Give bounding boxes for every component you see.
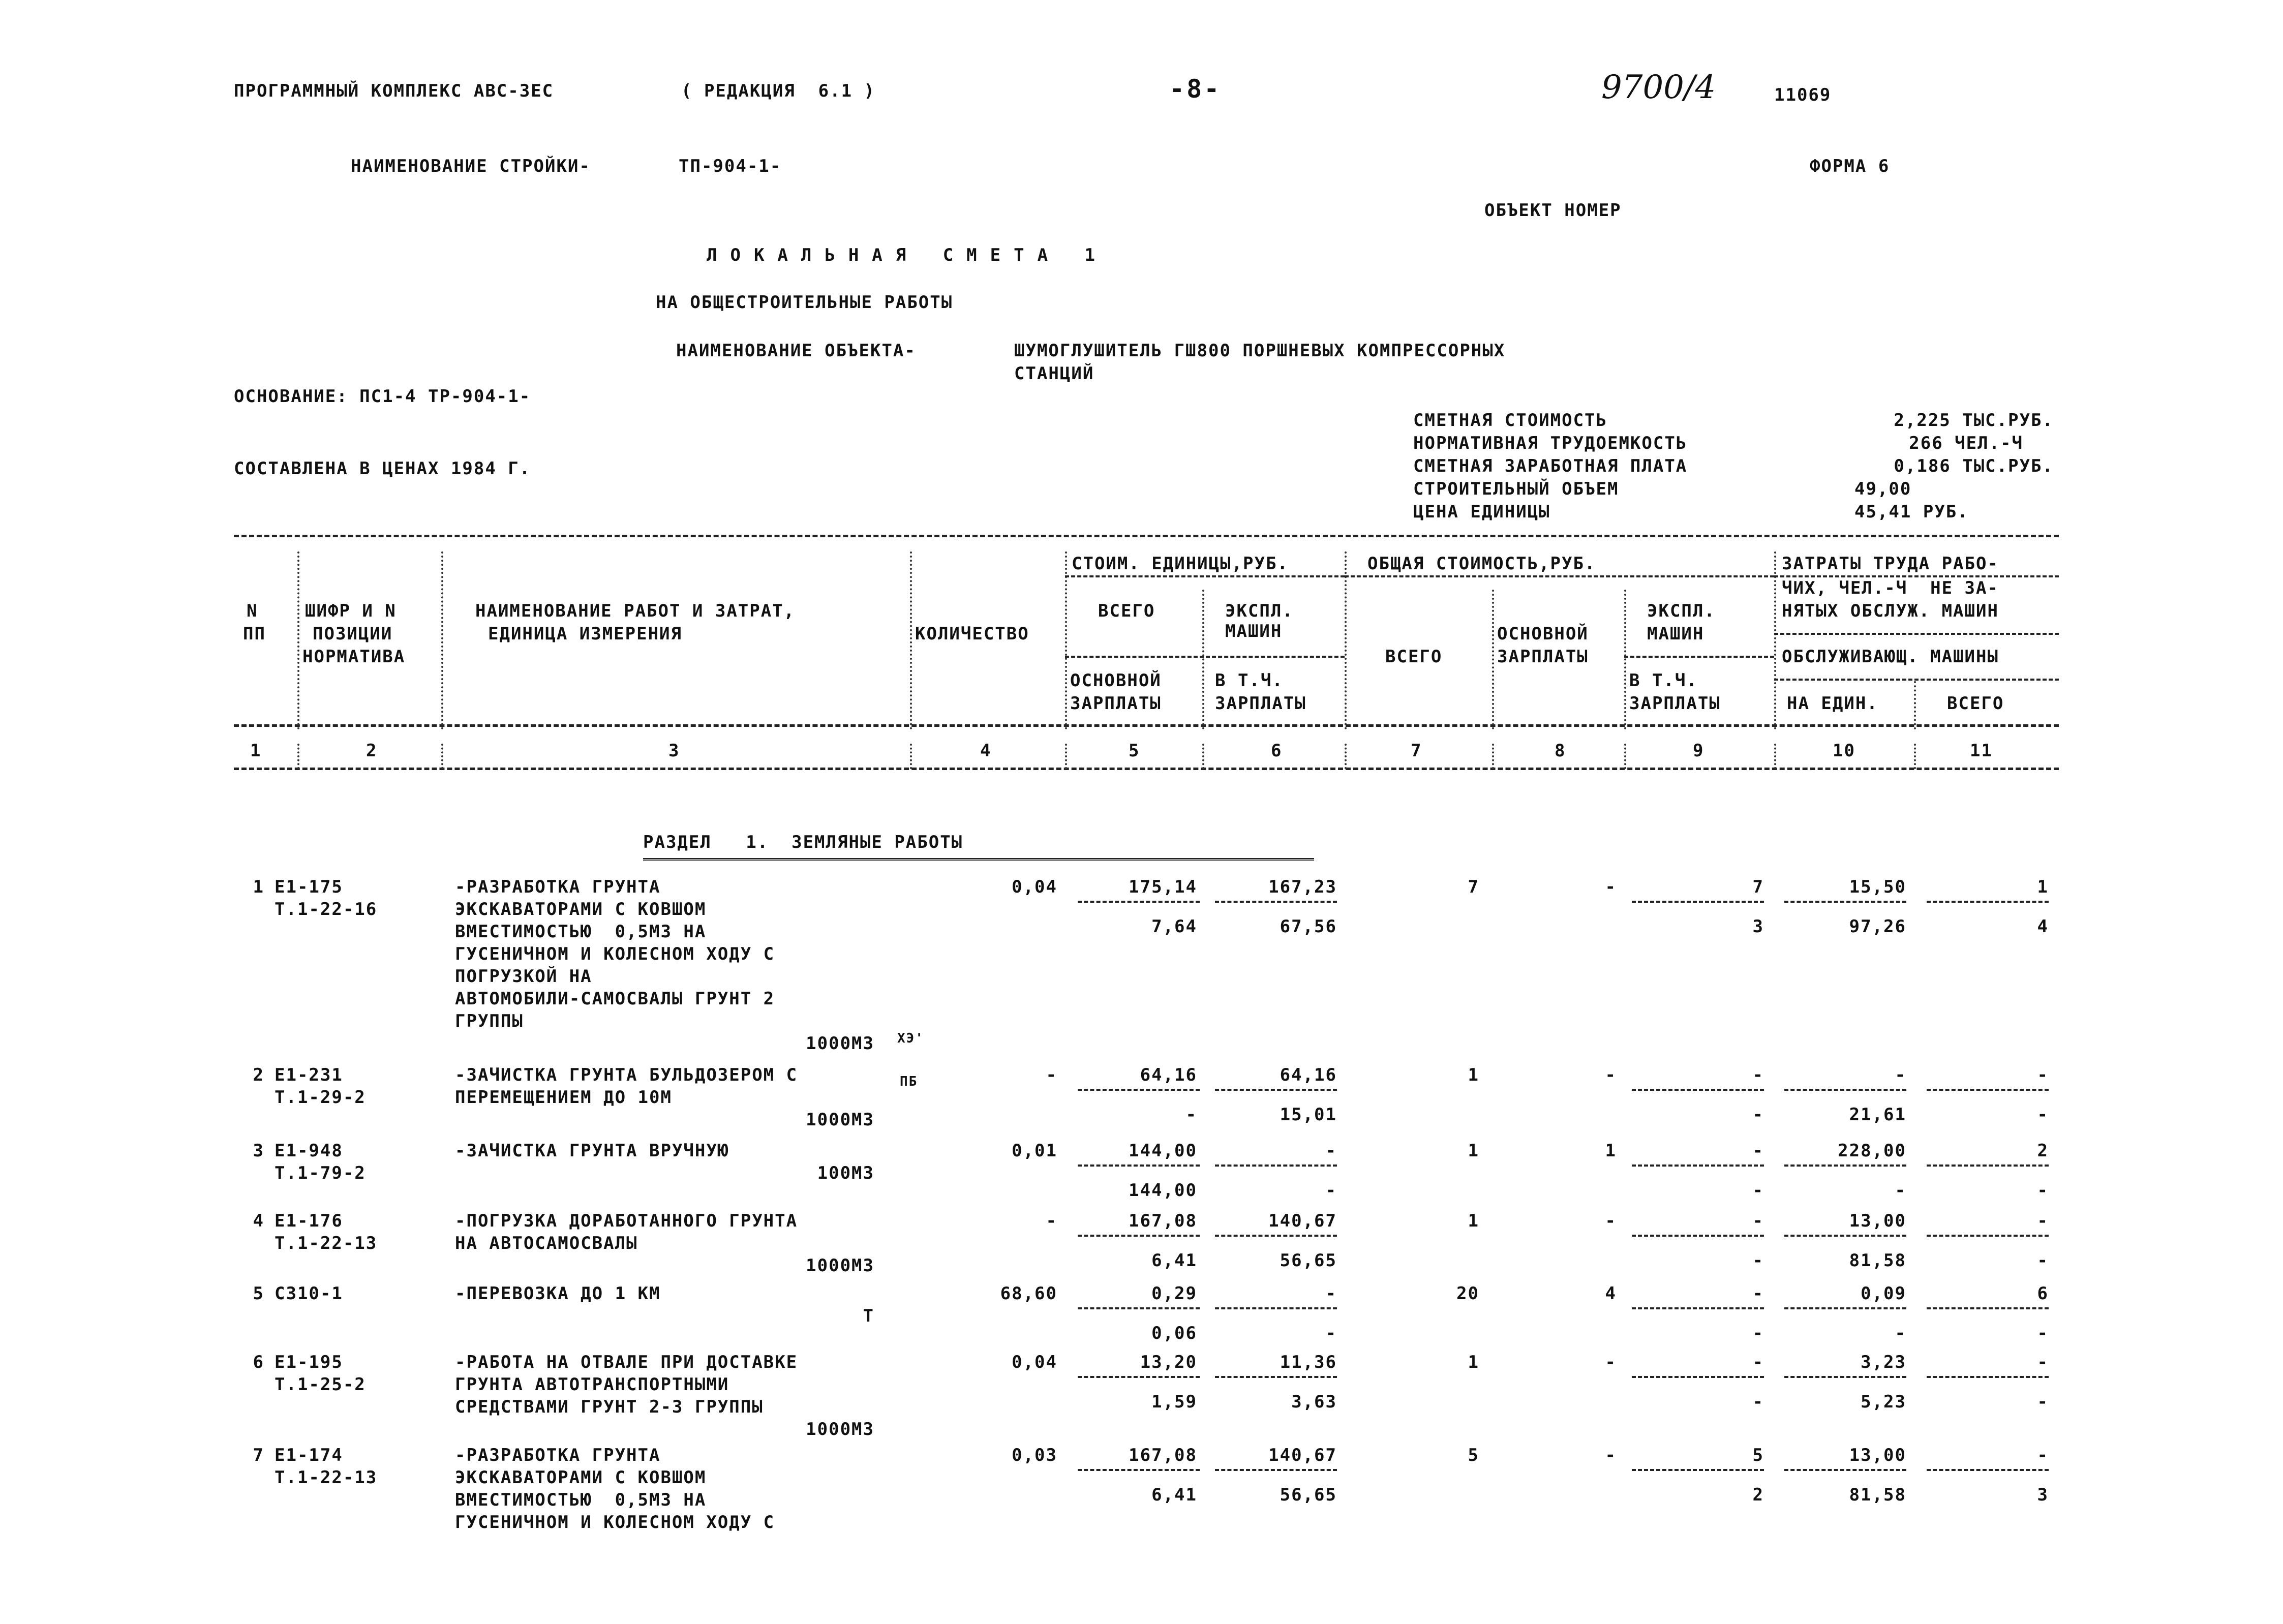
cell-rule	[1927, 1376, 2049, 1378]
summary-label: НОРМАТИВНАЯ ТРУДОЕМКОСТЬ	[1413, 433, 1688, 453]
row-total-machines: -	[1752, 1283, 1764, 1304]
row-total: 7	[1468, 877, 1479, 897]
header-col11: ВСЕГО	[1947, 693, 2004, 714]
cell-rule	[1632, 1376, 1764, 1378]
row-unit-cost-total: 175,14	[1129, 877, 1197, 897]
row-total-machine-wages: -	[1752, 1180, 1764, 1201]
document-code: 11069	[1774, 85, 1832, 105]
header-name: ЕДИНИЦА ИЗМЕРЕНИЯ	[488, 624, 682, 644]
row-name-line: ГУСЕНИЧНОМ И КОЛЕСНОМ ХОДУ С	[455, 1512, 775, 1533]
row-name-line: -ЗАЧИСТКА ГРУНТА ВРУЧНУЮ	[455, 1141, 729, 1161]
summary-value: 266 ЧЕЛ.-Ч	[1909, 433, 2023, 453]
header-col8: ЗАРПЛАТЫ	[1497, 647, 1589, 667]
header-subrule	[1774, 679, 2059, 681]
header-labor: ОБСЛУЖИВАЮЩ. МАШИНЫ	[1782, 647, 1999, 667]
row-unit-machine-wages: -	[1325, 1180, 1337, 1201]
row-labor-total: 6	[2037, 1283, 2049, 1304]
row-name-line: АВТОМОБИЛИ-САМОСВАЛЫ ГРУНТ 2	[455, 989, 775, 1009]
header-labor: НЯТЫХ ОБСЛУЖ. МАШИН	[1782, 601, 1999, 621]
column-divider	[910, 551, 912, 729]
sostavlena: СОСТАВЛЕНА В ЦЕНАХ 1984 Г.	[234, 458, 531, 479]
cell-rule	[1927, 1235, 2049, 1237]
column-divider	[1492, 590, 1494, 729]
row-unit-cost-machines: 11,36	[1280, 1352, 1337, 1372]
row-ref: Т.1-22-13	[275, 1467, 378, 1488]
header-subrule	[1065, 656, 1345, 658]
row-qty: 0,01	[1012, 1141, 1057, 1161]
row-name-line: НА АВТОСАМОСВАЛЫ	[455, 1233, 638, 1253]
header-quantity: КОЛИЧЕСТВО	[915, 624, 1029, 644]
row-unit-machine-wages: 56,65	[1280, 1485, 1337, 1505]
row-ref: Т.1-25-2	[275, 1374, 366, 1395]
cell-rule	[1927, 1469, 2049, 1471]
row-labor-unit-machines: 5,23	[1861, 1392, 1906, 1412]
object-label: НАИМЕНОВАНИЕ ОБЪЕКТА-	[676, 341, 916, 361]
header-col6: ЭКСПЛ.	[1225, 601, 1294, 621]
row-labor-unit: -	[1895, 1065, 1906, 1085]
row-ref: Т.1-22-13	[275, 1233, 378, 1253]
row-labor-total: -	[2037, 1065, 2049, 1085]
cell-rule	[1632, 901, 1764, 903]
column-divider	[297, 551, 299, 729]
cell-rule	[1927, 901, 2049, 903]
row-unit: 1000М3	[806, 1110, 874, 1130]
header-col10: НА ЕДИН.	[1787, 693, 1878, 714]
cell-rule	[1078, 1376, 1200, 1378]
row-labor-total-machines: -	[2037, 1392, 2049, 1412]
page-number: -8-	[1169, 74, 1222, 104]
program-name: ПРОГРАММНЫЙ КОМПЛЕКС АВС-ЗЕС	[234, 81, 554, 101]
column-divider	[441, 744, 443, 769]
header-labor: ЧИХ, ЧЕЛ.-Ч НЕ ЗА-	[1782, 578, 1999, 598]
cell-rule	[1078, 1235, 1200, 1237]
row-total: 5	[1468, 1445, 1479, 1465]
row-total-machine-wages: 2	[1752, 1485, 1764, 1505]
row-unit: 100М3	[817, 1163, 874, 1183]
cell-rule	[1927, 1307, 2049, 1309]
table-header-bottom-rule	[234, 724, 2059, 727]
row-qty: -	[1046, 1211, 1057, 1231]
header-col6: ЗАРПЛАТЫ	[1215, 693, 1306, 714]
row-labor-total: 2	[2037, 1141, 2049, 1161]
header-shifr: ПОЗИЦИИ	[313, 624, 393, 644]
cell-rule	[1215, 1307, 1337, 1309]
summary-label: СМЕТНАЯ ЗАРАБОТНАЯ ПЛАТА	[1413, 456, 1688, 476]
row-labor-unit: 13,00	[1849, 1211, 1906, 1231]
row-code: С310-1	[275, 1283, 343, 1304]
column-divider	[1774, 551, 1776, 729]
row-unit-machine-wages: -	[1325, 1323, 1337, 1343]
header-col9: В Т.Ч.	[1629, 670, 1698, 691]
row-unit-cost-total: 167,08	[1129, 1445, 1197, 1465]
header-shifr: ШИФР И N	[305, 601, 397, 621]
row-qty: 68,60	[1000, 1283, 1057, 1304]
row-labor-total-machines: -	[2037, 1250, 2049, 1271]
summary-label: СМЕТНАЯ СТОИМОСТЬ	[1413, 410, 1607, 431]
row-total-wages: 4	[1605, 1283, 1617, 1304]
row-unit-machine-wages: 15,01	[1280, 1105, 1337, 1125]
row-total-machines: -	[1752, 1352, 1764, 1372]
row-total-machines: 7	[1752, 877, 1764, 897]
row-unit-cost-total: 167,08	[1129, 1211, 1197, 1231]
row-labor-total: -	[2037, 1211, 2049, 1231]
column-divider	[1624, 744, 1626, 769]
header-labor: ЗАТРАТЫ ТРУДА РАБО-	[1782, 554, 1999, 574]
cell-rule	[1632, 1089, 1764, 1091]
cell-rule	[1784, 1089, 1906, 1091]
row-unit: 1000М3	[806, 1419, 874, 1439]
row-number: 1	[253, 877, 264, 897]
header-subrule	[1774, 575, 2059, 577]
row-name-line: -РАЗРАБОТКА ГРУНТА	[455, 877, 661, 897]
row-total-machine-wages: -	[1752, 1392, 1764, 1412]
row-total-wages: -	[1605, 877, 1617, 897]
cell-rule	[1632, 1165, 1764, 1167]
row-total-machines: -	[1752, 1065, 1764, 1085]
row-unit: Т	[863, 1306, 874, 1326]
col-number: 5	[1129, 741, 1140, 761]
row-code: Е1-195	[275, 1352, 343, 1372]
page-subtitle: НА ОБЩЕСТРОИТЕЛЬНЫЕ РАБОТЫ	[656, 292, 953, 313]
column-divider	[910, 744, 912, 769]
row-unit-cost-machines: 140,67	[1268, 1211, 1337, 1231]
summary-value: 49,00	[1854, 479, 1912, 499]
row-labor-unit: 228,00	[1838, 1141, 1906, 1161]
row-total: 1	[1468, 1352, 1479, 1372]
row-labor-unit-machines: -	[1895, 1180, 1906, 1201]
column-divider	[1065, 551, 1067, 729]
row-total-wages: 1	[1605, 1141, 1617, 1161]
col-number: 8	[1555, 741, 1566, 761]
row-unit-cost-machines: 167,23	[1268, 877, 1337, 897]
row-unit: 1000М3	[806, 1255, 874, 1276]
column-divider	[1914, 681, 1916, 729]
header-shifr: НОРМАТИВА	[302, 647, 406, 667]
row-unit-wages: -	[1185, 1105, 1197, 1125]
row-total-machine-wages: -	[1752, 1105, 1764, 1125]
row-total: 1	[1468, 1065, 1479, 1085]
row-unit: 1000М3	[806, 1033, 874, 1054]
cell-rule	[1784, 901, 1906, 903]
row-code: Е1-176	[275, 1211, 343, 1231]
row-unit-wages: 144,00	[1129, 1180, 1197, 1201]
row-number: 7	[253, 1445, 264, 1465]
row-name-line: -ПОГРУЗКА ДОРАБОТАННОГО ГРУНТА	[455, 1211, 798, 1231]
row-labor-total-machines: 4	[2037, 916, 2049, 937]
header-subrule	[1345, 575, 1774, 577]
column-divider	[1345, 551, 1347, 729]
row-unit-cost-total: 13,20	[1140, 1352, 1197, 1372]
column-divider	[1914, 744, 1916, 769]
header-subrule	[1624, 656, 1774, 658]
col-number: 1	[250, 741, 262, 761]
col-number: 4	[980, 741, 992, 761]
row-labor-total: -	[2037, 1445, 2049, 1465]
col-number: 9	[1693, 741, 1704, 761]
row-name-line: СРЕДСТВАМИ ГРУНТ 2-3 ГРУППЫ	[455, 1397, 764, 1417]
osnovanie: ОСНОВАНИЕ: ПС1-4 ТР-904-1-	[234, 386, 531, 407]
header-col5: ВСЕГО	[1098, 601, 1155, 621]
column-divider	[297, 744, 299, 769]
col-number: 7	[1411, 741, 1422, 761]
row-unit-machine-wages: 56,65	[1280, 1250, 1337, 1271]
row-labor-total-machines: -	[2037, 1105, 2049, 1125]
row-name-line: ВМЕСТИМОСТЬЮ 0,5М3 НА	[455, 922, 707, 942]
row-number: 2	[253, 1065, 264, 1085]
row-number: 3	[253, 1141, 264, 1161]
cell-rule	[1078, 1469, 1200, 1471]
header-col5: ОСНОВНОЙ	[1070, 670, 1162, 691]
cell-rule	[1215, 1376, 1337, 1378]
header-unit-cost: СТОИМ. ЕДИНИЦЫ,РУБ.	[1072, 554, 1289, 574]
row-total-wages: -	[1605, 1352, 1617, 1372]
row-total: 20	[1456, 1283, 1479, 1304]
row-number: 4	[253, 1211, 264, 1231]
cell-rule	[1784, 1307, 1906, 1309]
row-labor-total: 1	[2037, 877, 2049, 897]
row-unit-cost-machines: 64,16	[1280, 1065, 1337, 1085]
row-qty: 0,03	[1012, 1445, 1057, 1465]
cell-rule	[1927, 1165, 2049, 1167]
row-total-wages: -	[1605, 1211, 1617, 1231]
row-labor-unit: 13,00	[1849, 1445, 1906, 1465]
header-subrule	[1774, 633, 2059, 635]
column-divider	[1774, 744, 1776, 769]
summary-label: СТРОИТЕЛЬНЫЙ ОБЪЕМ	[1413, 479, 1619, 499]
column-divider	[1202, 590, 1204, 729]
cell-rule	[1078, 1165, 1200, 1167]
row-ref: Т.1-79-2	[275, 1163, 366, 1183]
row-name-line: -ЗАЧИСТКА ГРУНТА БУЛЬДОЗЕРОМ С	[455, 1065, 798, 1085]
row-qty: 0,04	[1012, 1352, 1057, 1372]
row-unit-wages: 6,41	[1151, 1250, 1197, 1271]
row-name-line: -РАЗРАБОТКА ГРУНТА	[455, 1445, 661, 1465]
row-code: Е1-231	[275, 1065, 343, 1085]
row-name-line: ЭКСКАВАТОРАМИ С КОВШОМ	[455, 899, 707, 920]
section-title: РАЗДЕЛ 1. ЗЕМЛЯНЫЕ РАБОТЫ	[643, 832, 963, 852]
row-unit-cost-total: 0,29	[1151, 1283, 1197, 1304]
marginal-note: ПБ	[900, 1074, 918, 1089]
row-unit-wages: 7,64	[1151, 916, 1197, 937]
row-code: Е1-174	[275, 1445, 343, 1465]
document-number: 9700/4	[1601, 69, 1716, 106]
header-col5: ЗАРПЛАТЫ	[1070, 693, 1162, 714]
col-number: 6	[1271, 741, 1283, 761]
row-labor-total-machines: -	[2037, 1323, 2049, 1343]
row-unit-machine-wages: 67,56	[1280, 916, 1337, 937]
col-number: 3	[668, 741, 680, 761]
column-divider	[441, 551, 443, 729]
summary-value: 2,225 ТЫС.РУБ.	[1894, 410, 2054, 431]
stroika-value: ТП-904-1-	[679, 156, 782, 176]
cell-rule	[1215, 1235, 1337, 1237]
header-n: N	[247, 601, 258, 621]
row-qty: -	[1046, 1065, 1057, 1085]
cell-rule	[1784, 1469, 1906, 1471]
row-labor-unit: 3,23	[1861, 1352, 1906, 1372]
row-total-machine-wages: 3	[1752, 916, 1764, 937]
cell-rule	[1215, 901, 1337, 903]
row-total: 1	[1468, 1211, 1479, 1231]
object-value-line-1: ШУМОГЛУШИТЕЛЬ ГШ800 ПОРШНЕВЫХ КОМПРЕССОРНЫХ	[1014, 341, 1506, 361]
col-number: 11	[1970, 741, 1993, 761]
row-unit-wages: 1,59	[1151, 1392, 1197, 1412]
row-total-wages: -	[1605, 1445, 1617, 1465]
cell-rule	[1784, 1376, 1906, 1378]
cell-rule	[1215, 1089, 1337, 1091]
cell-rule	[1927, 1089, 2049, 1091]
cell-rule	[1078, 1089, 1200, 1091]
row-labor-total: -	[2037, 1352, 2049, 1372]
row-number: 6	[253, 1352, 264, 1372]
edition: ( РЕДАКЦИЯ 6.1 )	[681, 81, 875, 101]
table-top-rule	[234, 535, 2059, 537]
section-underline	[643, 858, 1314, 861]
header-total-cost: ОБЩАЯ СТОИМОСТЬ,РУБ.	[1367, 554, 1596, 574]
header-col9: ЗАРПЛАТЫ	[1629, 693, 1721, 714]
column-divider	[1202, 744, 1204, 769]
cell-rule	[1784, 1235, 1906, 1237]
cell-rule	[1215, 1469, 1337, 1471]
row-labor-unit-machines: 21,61	[1849, 1105, 1906, 1125]
row-name-line: -РАБОТА НА ОТВАЛЕ ПРИ ДОСТАВКЕ	[455, 1352, 798, 1372]
header-col6: В Т.Ч.	[1215, 670, 1284, 691]
header-pp: ПП	[243, 624, 266, 644]
cell-rule	[1784, 1165, 1906, 1167]
row-unit-cost-total: 144,00	[1129, 1141, 1197, 1161]
row-unit-cost-machines: 140,67	[1268, 1445, 1337, 1465]
summary-value: 0,186 ТЫС.РУБ.	[1894, 456, 2054, 476]
row-total-machine-wages: -	[1752, 1250, 1764, 1271]
marginal-note: ХЭ'	[897, 1031, 924, 1046]
header-col7: ВСЕГО	[1385, 647, 1443, 667]
row-name-line: ЭКСКАВАТОРАМИ С КОВШОМ	[455, 1467, 707, 1488]
column-divider	[1624, 590, 1626, 729]
row-ref: Т.1-22-16	[275, 899, 378, 920]
row-unit-wages: 0,06	[1151, 1323, 1197, 1343]
row-total-machine-wages: -	[1752, 1323, 1764, 1343]
row-ref: Т.1-29-2	[275, 1087, 366, 1108]
column-divider	[1065, 744, 1067, 769]
row-labor-unit: 15,50	[1849, 877, 1906, 897]
header-col9: МАШИН	[1647, 624, 1704, 644]
summary-value: 45,41 РУБ.	[1854, 502, 1969, 522]
cell-rule	[1078, 901, 1200, 903]
col-number: 2	[366, 741, 378, 761]
row-labor-total-machines: 3	[2037, 1485, 2049, 1505]
row-name-line: ГРУНТА АВТОТРАНСПОРТНЫМИ	[455, 1374, 729, 1395]
column-divider	[1345, 744, 1347, 769]
row-unit-cost-machines: -	[1325, 1283, 1337, 1304]
header-subrule	[1065, 575, 1345, 577]
row-labor-unit-machines: -	[1895, 1323, 1906, 1343]
col-number: 10	[1833, 741, 1855, 761]
row-qty: 0,04	[1012, 877, 1057, 897]
row-labor-unit-machines: 97,26	[1849, 916, 1906, 937]
column-divider	[1492, 744, 1494, 769]
row-unit-cost-machines: -	[1325, 1141, 1337, 1161]
forma-label: ФОРМА 6	[1810, 156, 1890, 176]
row-labor-total-machines: -	[2037, 1180, 2049, 1201]
row-number: 5	[253, 1283, 264, 1304]
page-title: ЛОКАЛЬНАЯ СМЕТА 1	[707, 245, 1108, 265]
header-name: НАИМЕНОВАНИЕ РАБОТ И ЗАТРАТ,	[475, 601, 796, 621]
row-total: 1	[1468, 1141, 1479, 1161]
row-total-machines: -	[1752, 1141, 1764, 1161]
object-value-line-2: СТАНЦИЙ	[1014, 363, 1094, 384]
cell-rule	[1632, 1235, 1764, 1237]
row-code: Е1-175	[275, 877, 343, 897]
row-total-wages: -	[1605, 1065, 1617, 1085]
row-total-machines: -	[1752, 1211, 1764, 1231]
header-col9: ЭКСПЛ.	[1647, 601, 1716, 621]
row-name-line: ГУСЕНИЧНОМ И КОЛЕСНОМ ХОДУ С	[455, 944, 775, 964]
row-name-line: ПОГРУЗКОЙ НА	[455, 966, 592, 987]
row-labor-unit: 0,09	[1861, 1283, 1906, 1304]
row-name-line: -ПЕРЕВОЗКА ДО 1 КМ	[455, 1283, 661, 1304]
row-name-line: ВМЕСТИМОСТЬЮ 0,5М3 НА	[455, 1490, 707, 1510]
row-unit-wages: 6,41	[1151, 1485, 1197, 1505]
object-number-label: ОБЪЕКТ НОМЕР	[1484, 200, 1622, 221]
row-labor-unit-machines: 81,58	[1849, 1250, 1906, 1271]
cell-rule	[1632, 1469, 1764, 1471]
header-col6: МАШИН	[1225, 621, 1283, 641]
row-labor-unit-machines: 81,58	[1849, 1485, 1906, 1505]
cell-rule	[1215, 1165, 1337, 1167]
row-unit-cost-total: 64,16	[1140, 1065, 1197, 1085]
row-code: Е1-948	[275, 1141, 343, 1161]
row-unit-machine-wages: 3,63	[1291, 1392, 1337, 1412]
stroika-label: НАИМЕНОВАНИЕ СТРОЙКИ-	[351, 156, 591, 176]
cell-rule	[1632, 1307, 1764, 1309]
column-numbers-bottom-rule	[234, 768, 2059, 770]
summary-label: ЦЕНА ЕДИНИЦЫ	[1413, 502, 1550, 522]
row-name-line: ГРУППЫ	[455, 1011, 524, 1031]
header-col8: ОСНОВНОЙ	[1497, 624, 1589, 644]
cell-rule	[1078, 1307, 1200, 1309]
row-name-line: ПЕРЕМЕЩЕНИЕМ ДО 10М	[455, 1087, 672, 1108]
row-total-machines: 5	[1752, 1445, 1764, 1465]
